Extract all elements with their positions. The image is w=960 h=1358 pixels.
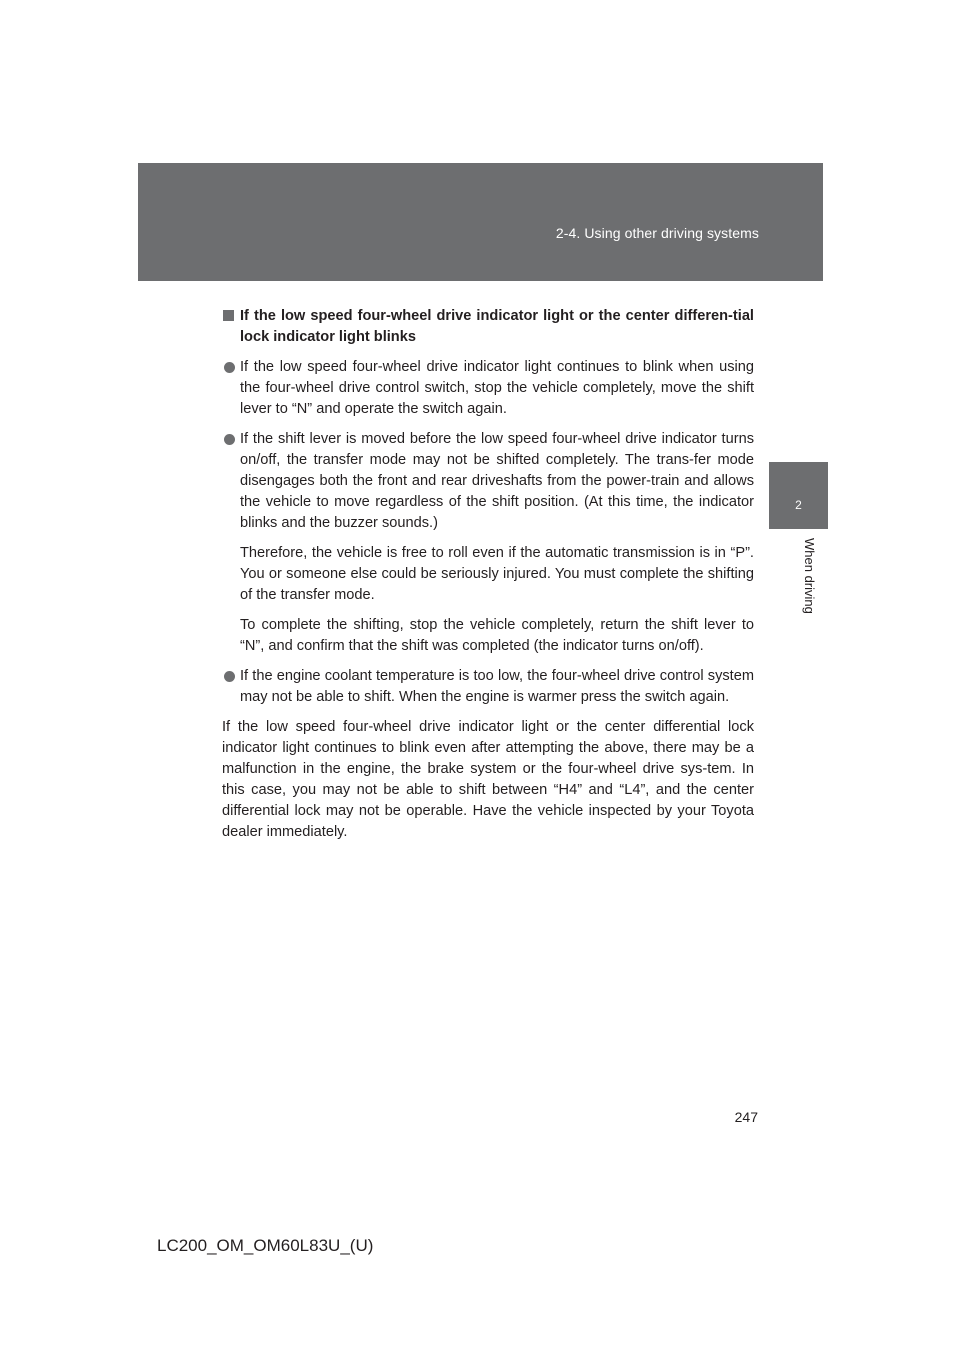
page-number: 247 bbox=[734, 1109, 758, 1125]
main-content bbox=[222, 306, 754, 843]
paragraph: To complete the shifting, stop the vehicle completely, return the shift lever to “N”, and confirm that the shift was completed (the indicator turns on/off). bbox=[240, 617, 754, 654]
chapter-tab bbox=[769, 462, 828, 529]
document-code: LC200_OM_OM60L83U_(U) bbox=[157, 1236, 374, 1255]
closing-paragraph: If the low speed four-wheel drive indicator light or the center differential lock indicator light continues to blink even after attempting the above, there may be a malfunction in the engine, the brake system or the four-wheel drive sys-tem. In this case, you may not be able to shift between “H4” and “L4”, and the center differential lock may not be operable. Have the vehicle inspected by your Toyota dealer immediately. bbox=[222, 719, 754, 840]
paragraph: If the low speed four-wheel drive indicator light continues to blink when using the four-wheel drive control switch, stop the vehicle completely, move the shift lever to “N” and operate the switch again. bbox=[240, 359, 754, 417]
circle-bullet-icon bbox=[224, 671, 235, 682]
list-item bbox=[222, 429, 754, 657]
circle-bullet-icon bbox=[224, 362, 235, 373]
paragraph: If the engine coolant temperature is too low, the four-wheel drive control system may not be able to shift. When the engine is warmer press the switch again. bbox=[240, 668, 754, 705]
list-item bbox=[222, 666, 754, 708]
chapter-label: When driving bbox=[802, 538, 817, 614]
section-title: 2-4. Using other driving systems bbox=[555, 225, 759, 241]
paragraph: Therefore, the vehicle is free to roll even if the automatic transmission is in “P”. You or someone else could be seriously injured. You must complete the shifting of the transfer mode. bbox=[240, 545, 754, 603]
paragraph: If the shift lever is moved before the low speed four-wheel drive indicator turns on/off, the transfer mode may not be shifted completely. The trans-fer mode disengages both the front and rear driveshafts from the power-train and allows the vehicle to move regardless of the shift position. (At this time, the indicator blinks and the buzzer sounds.) bbox=[240, 431, 754, 531]
topic-heading-text: If the low speed four-wheel drive indicator light or the center differen-tial lock indicator light blinks bbox=[240, 308, 754, 345]
section-header-band bbox=[138, 163, 823, 281]
square-bullet-icon bbox=[223, 310, 234, 321]
circle-bullet-icon bbox=[224, 434, 235, 445]
list-item bbox=[222, 357, 754, 420]
topic-heading bbox=[222, 306, 754, 348]
chapter-number: 2 bbox=[795, 498, 802, 512]
